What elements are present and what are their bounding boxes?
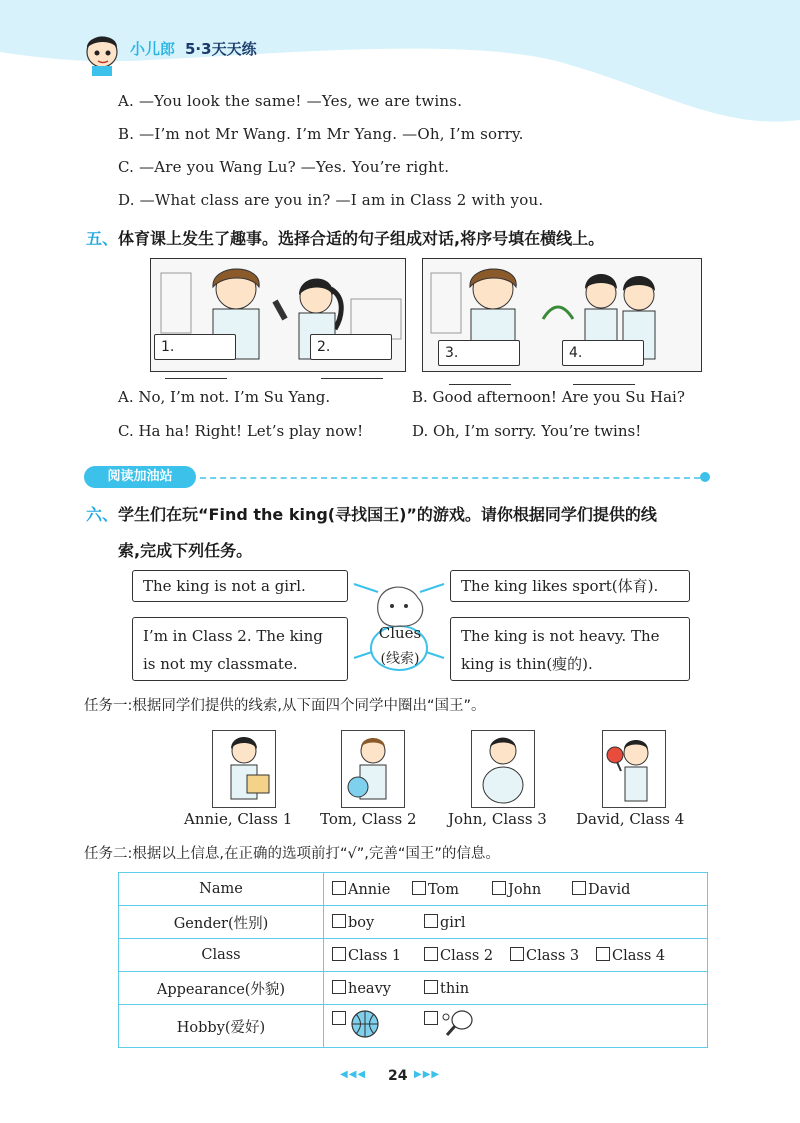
option-class1[interactable]: [332, 947, 424, 964]
section6-title: [86, 502, 657, 525]
divider-dot-icon: [700, 472, 710, 482]
option-david-label: David: [588, 881, 631, 898]
row-appearance: [119, 972, 708, 1005]
label-annie: Annie, Class 1: [184, 810, 293, 828]
option-john-label: John: [508, 881, 542, 898]
checkbox[interactable]: [492, 881, 506, 895]
option-class3-label: Class 3: [526, 947, 580, 964]
blank-2-label: 2.: [317, 339, 331, 355]
row-hobby-label: Hobby(爱好): [119, 1005, 324, 1048]
row-hobby: [119, 1005, 708, 1048]
series-title: 5·3天天练: [185, 40, 257, 58]
clue-3: [132, 617, 348, 681]
checkbox[interactable]: [572, 881, 586, 895]
checkbox[interactable]: [424, 1011, 438, 1025]
section6-number: 六、: [86, 505, 119, 524]
checkbox[interactable]: [596, 947, 610, 961]
clues-center-en: Clues: [378, 624, 422, 642]
blank-4-line[interactable]: [573, 370, 635, 385]
kid-tom[interactable]: [341, 730, 405, 808]
option-boy[interactable]: [332, 914, 424, 931]
section5-number: 五、: [86, 229, 119, 248]
option-class4-label: Class 4: [612, 947, 666, 964]
kid-annie[interactable]: [212, 730, 276, 808]
kid-john[interactable]: [471, 730, 535, 808]
checkbox[interactable]: [424, 914, 438, 928]
option-d: D. —What class are you in? —I am in Class 2 with you.: [118, 191, 544, 209]
kid-david[interactable]: [602, 730, 666, 808]
row-class-options: [324, 939, 708, 972]
option-class2-label: Class 2: [440, 947, 494, 964]
option-thin[interactable]: [424, 980, 504, 997]
tom-illustration: [342, 731, 404, 807]
section5-text: 体育课上发生了趣事。选择合适的句子组成对话,将序号填在横线上。: [118, 229, 605, 248]
choice-d: D. Oh, I’m sorry. You’re twins!: [412, 422, 642, 440]
row-gender: [119, 906, 708, 939]
checkbox[interactable]: [332, 947, 346, 961]
option-class3[interactable]: [510, 947, 596, 964]
basketball-icon: [348, 1009, 382, 1039]
clue-4-line1: The king is not heavy. The: [461, 627, 660, 645]
page-number: 24: [388, 1068, 408, 1084]
blank-4-label: 4.: [569, 345, 583, 361]
option-annie-label: Annie: [348, 881, 391, 898]
section6-text-line2: 索,完成下列任务。: [118, 541, 253, 560]
option-b: B. —I’m not Mr Wang. I’m Mr Yang. —Oh, I’m sorry.: [118, 125, 524, 143]
blank-3-label: 3.: [445, 345, 459, 361]
row-class: [119, 939, 708, 972]
blank-4[interactable]: [562, 340, 644, 366]
clue-4-line2: king is thin(瘦的).: [461, 655, 593, 673]
option-pingpong[interactable]: [424, 1009, 504, 1043]
section6-text-line1: 学生们在玩“Find the king(寻找国王)”的游戏。请你根据同学们提供的线: [118, 505, 657, 524]
checkbox[interactable]: [332, 1011, 346, 1025]
row-class-label: Class: [119, 939, 324, 972]
reading-section-tag: 阅读加油站: [84, 466, 196, 488]
section5-title: [86, 226, 604, 249]
blank-1[interactable]: [154, 334, 236, 360]
king-info-table: [118, 872, 708, 1048]
annie-illustration: [213, 731, 275, 807]
option-thin-label: thin: [440, 980, 470, 997]
checkbox[interactable]: [332, 980, 346, 994]
row-hobby-options: [324, 1005, 708, 1048]
page-arrows-right-icon: ▶▶▶: [414, 1069, 441, 1080]
option-tom[interactable]: [412, 881, 492, 898]
ping-pong-paddle-icon: [440, 1009, 474, 1039]
option-a: A. —You look the same! —Yes, we are twins.: [118, 92, 463, 110]
option-girl-label: girl: [440, 914, 466, 931]
checkbox[interactable]: [424, 980, 438, 994]
page-arrows-left-icon: ◀◀◀: [340, 1069, 367, 1080]
checkbox[interactable]: [332, 914, 346, 928]
blank-1-label: 1.: [161, 339, 175, 355]
label-tom: Tom, Class 2: [320, 810, 417, 828]
brand-logo: 小儿郎: [130, 40, 176, 58]
checkbox[interactable]: [424, 947, 438, 961]
row-gender-options: [324, 906, 708, 939]
row-appearance-options: [324, 972, 708, 1005]
clue-3-line1: I’m in Class 2. The king: [143, 627, 323, 645]
checkbox[interactable]: [332, 881, 346, 895]
blank-2-line[interactable]: [321, 364, 383, 379]
david-illustration: [603, 731, 665, 807]
label-david: David, Class 4: [576, 810, 685, 828]
label-john: John, Class 3: [448, 810, 547, 828]
option-girl[interactable]: [424, 914, 504, 931]
john-illustration: [472, 731, 534, 807]
blank-3[interactable]: [438, 340, 520, 366]
option-john[interactable]: [492, 881, 572, 898]
reading-divider: [200, 477, 700, 479]
option-annie[interactable]: [332, 881, 412, 898]
choice-a: A. No, I’m not. I’m Su Yang.: [118, 388, 331, 406]
clue-1: The king is not a girl.: [132, 570, 348, 602]
choice-c: C. Ha ha! Right! Let’s play now!: [118, 422, 364, 440]
checkbox[interactable]: [510, 947, 524, 961]
clue-2: The king likes sport(体育).: [450, 570, 690, 602]
option-class1-label: Class 1: [348, 947, 402, 964]
option-heavy[interactable]: [332, 980, 424, 997]
clue-4: [450, 617, 690, 681]
choice-b: B. Good afternoon! Are you Su Hai?: [412, 388, 685, 406]
blank-2[interactable]: [310, 334, 392, 360]
option-tom-label: Tom: [428, 881, 460, 898]
row-gender-label: Gender(性别): [119, 906, 324, 939]
option-c: C. —Are you Wang Lu? —Yes. You’re right.: [118, 158, 450, 176]
clues-center-cn: (线索): [380, 651, 420, 667]
blank-3-line[interactable]: [449, 370, 511, 385]
row-appearance-label: Appearance(外貌): [119, 972, 324, 1005]
option-heavy-label: heavy: [348, 980, 391, 997]
task2-instruction: 任务二:根据以上信息,在正确的选项前打“√”,完善“国王”的信息。: [84, 846, 500, 862]
row-name-options: [324, 873, 708, 906]
mascot-icon: [78, 26, 126, 78]
row-name: [119, 873, 708, 906]
option-basketball[interactable]: [332, 1009, 424, 1043]
option-class2[interactable]: [424, 947, 510, 964]
option-boy-label: boy: [348, 914, 375, 931]
option-david[interactable]: [572, 881, 652, 898]
clue-3-line2: is not my classmate.: [143, 655, 298, 673]
task1-instruction: 任务一:根据同学们提供的线索,从下面四个同学中圈出“国王”。: [84, 698, 486, 714]
option-class4[interactable]: [596, 947, 682, 964]
checkbox[interactable]: [412, 881, 426, 895]
blank-1-line[interactable]: [165, 364, 227, 379]
row-name-label: Name: [119, 873, 324, 906]
